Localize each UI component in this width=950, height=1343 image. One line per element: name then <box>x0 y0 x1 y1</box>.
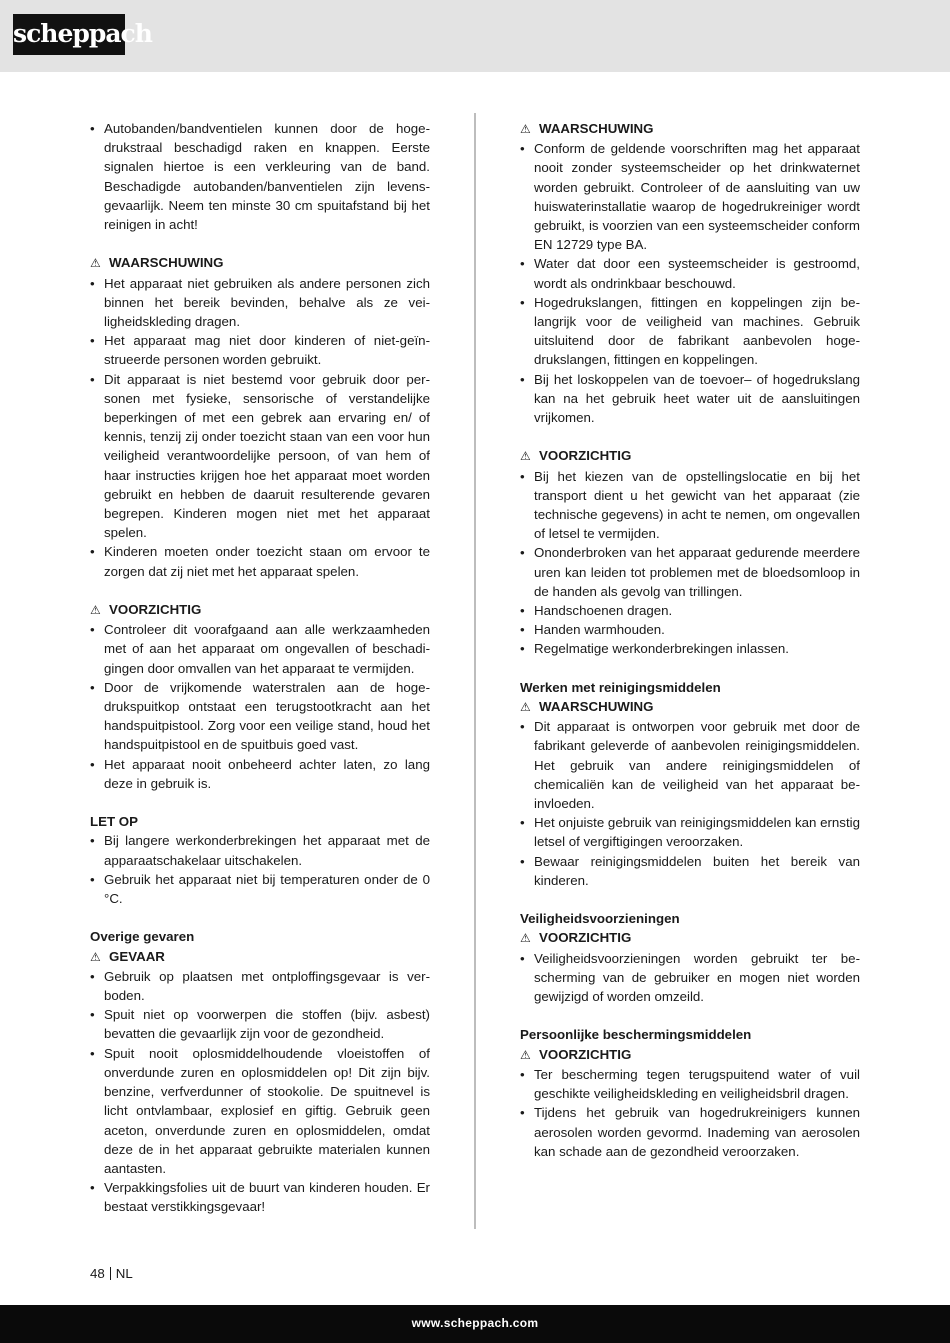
warning-label: WAARSCHUWING <box>539 699 654 715</box>
warning-label: WAARSCHUWING <box>109 255 224 271</box>
page-number-separator <box>110 1267 111 1280</box>
list-item: • Water dat door een systeemscheider is gestroomd, wordt als ondrinkbaar beschouwd. <box>520 254 860 292</box>
bullet-list <box>90 831 430 908</box>
warning-triangle-icon: ⚠ <box>520 700 531 715</box>
warning-heading <box>90 947 430 967</box>
bullet-list <box>90 967 430 1217</box>
section-heading: Werken met reinigingsmiddelen <box>520 679 721 695</box>
list-item: • Autobanden/bandventielen kunnen door de hogedrukstraal beschadigd raken en knappen. Eerste signalen hiertoe is een verkleuring van de band. Beschadigde autobanden/banventielen zijn levensgevaarlijk. Neem ten minste 30 cm spuitafstand bij het reinigen in acht! <box>90 119 430 234</box>
warning-heading <box>520 1045 860 1065</box>
page-number-value: 48 <box>90 1266 105 1281</box>
list-item: • Dit apparaat is ontworpen voor gebruik met door de fabrikant geleverde of aanbevolen reinigingsmiddelen. Het gebruik van andere reinigingsmiddelen of chemicaliën kan de veiligheid van het apparaat beinvloeden. <box>520 717 860 813</box>
section-block <box>520 119 860 427</box>
warning-label: GEVAAR <box>109 948 165 964</box>
bullet-list <box>90 274 430 581</box>
warning-triangle-icon: ⚠ <box>520 122 531 136</box>
list-item: • Ter bescherming tegen terugspuitend water of vuil geschikte veiligheidskleding en veiligheidsbril dragen. <box>520 1065 860 1103</box>
section-block <box>520 909 860 1006</box>
page-language: NL <box>115 1266 133 1281</box>
list-item: • Door de vrijkomende waterstralen aan de hogedrukspuitkop ontstaat een terugstootkracht aan het handspuitpistool. Zorg voor een veilige stand, houd het handspuitpistool en de spuitbuis goed vast. <box>90 678 430 755</box>
list-item: • Gebruik het apparaat niet bij temperaturen onder de 0 °C. <box>90 870 430 908</box>
list-item: • Spuit nooit oplosmiddelhoudende vloeistoffen of onverdunde zuren en oplosmiddelen op! Dit zijn bijv. benzine, verfverdunner of stookolie. De spuitnevel is licht ontvlambaar, explosief en giftig. Gebruik geen aceton, onverdunde zuren en oplosmiddelen, omdat deze de in het apparaat gebruikte materialen kunnen aantasten. <box>90 1044 430 1178</box>
column-divider <box>474 113 476 1229</box>
warning-triangle-icon: ⚠ <box>90 603 101 618</box>
list-item: • Kinderen moeten onder toezicht staan om ervoor te zorgen dat zij niet met het apparaat spelen. <box>90 542 430 580</box>
list-item: • Dit apparaat is niet bestemd voor gebruik door personen met fysieke, sensorische of verstandelijke beperkingen of met een gebrek aan ervaring en/ of kennis, tenzij zij onder toezicht staan van een voor hun veiligheid verantwoordelijke persoon, of van hem of haar instructies krijgen hoe het apparaat moet worden gebruikt en hebben de daaruit resulterende gevaren begrepen. Kinderen mogen niet met het apparaat spelen. <box>90 370 430 543</box>
warning-heading <box>520 446 860 466</box>
list-item: • Bij het loskoppelen van de toevoer– of hogedrukslang kan na het gebruik heet water uit de aansluitingen vrijkomen. <box>520 370 860 428</box>
warning-heading <box>90 253 430 273</box>
list-item: • Controleer dit voorafgaand aan alle werkzaamheden met of aan het apparaat om ongevallen of beschadigingen door omvallen van het apparaat te vermijden. <box>90 620 430 678</box>
list-item: • Handen warmhouden. <box>520 620 860 639</box>
warning-label: VOORZICHTIG <box>539 448 632 464</box>
warning-triangle-icon: ⚠ <box>520 1047 531 1062</box>
warning-heading <box>520 119 860 139</box>
bullet-list <box>520 467 860 659</box>
website-link[interactable]: www.scheppach.com <box>411 1316 539 1330</box>
scheppach-logo: scheppach <box>13 14 125 55</box>
section-heading: Persoonlijke beschermingsmiddelen <box>520 1027 752 1043</box>
section-heading: LET OP <box>90 814 139 830</box>
list-item: • Regelmatige werkonderbrekingen inlassen. <box>520 639 860 658</box>
list-item: • Het apparaat nooit onbeheerd achter laten, zo lang deze in gebruik is. <box>90 755 430 793</box>
section-block <box>520 678 860 890</box>
warning-triangle-icon: ⚠ <box>520 931 531 946</box>
list-item: • Ononderbroken van het apparaat gedurende meerdere uren kan leiden tot problemen met de bloedsomloop in de handen als gevolg van trillingen. <box>520 543 860 601</box>
list-item: • Bewaar reinigingsmiddelen buiten het bereik van kinderen. <box>520 852 860 890</box>
warning-heading <box>90 600 430 620</box>
list-item: • Hogedrukslangen, fittingen en koppelingen zijn belangrijk voor de veiligheid van machines. Gebruik uitsluitend door de fabrikant aanbevolen hogedrukslangen, fittingen en koppelingen. <box>520 293 860 370</box>
list-item: • Handschoenen dragen. <box>520 601 860 620</box>
list-item: • Het apparaat mag niet door kinderen of niet-geïnstrueerde personen worden gebruikt. <box>90 331 430 369</box>
bullet-list <box>520 139 860 427</box>
list-item: • Spuit niet op voorwerpen die stoffen (bijv. asbest) bevatten die gevaarlijk zijn voor de gezondheid. <box>90 1005 430 1043</box>
warning-triangle-icon: ⚠ <box>90 256 101 271</box>
warning-label: WAARSCHUWING <box>539 121 654 136</box>
section-block <box>520 1025 860 1160</box>
section-heading: Veiligheidsvoorzieningen <box>520 911 680 927</box>
header-bar <box>0 0 950 72</box>
list-item: • Veiligheidsvoorzieningen worden gebruikt ter bescherming van de gebruiker en mogen niet worden gewijzigd of worden omzeild. <box>520 949 860 1007</box>
section-heading: Overige gevaren <box>90 929 195 945</box>
section-block <box>90 253 430 580</box>
warning-label: VOORZICHTIG <box>109 602 202 618</box>
warning-label: VOORZICHTIG <box>539 930 632 946</box>
left-column <box>90 119 430 1217</box>
bullet-list <box>90 620 430 793</box>
list-item: • Bij het kiezen van de opstellingslocatie en bij het transport dient u het gewicht van het apparaat (zie technische gegevens) in acht te nemen, om ongevallen of letsel te vermijden. <box>520 467 860 544</box>
bullet-list <box>520 949 860 1007</box>
right-column <box>520 119 860 1161</box>
list-item: • Verpakkingsfolies uit de buurt van kinderen houden. Er bestaat verstikkingsgevaar! <box>90 1178 430 1216</box>
section-block <box>90 119 430 234</box>
warning-triangle-icon: ⚠ <box>520 449 531 464</box>
section-block <box>90 812 430 908</box>
list-item: • Conform de geldende voorschriften mag het apparaat nooit zonder systeemscheider op het drinkwaternet worden gebruikt. Controleer of de aansluiting van uw huiswaterinstallatie waarop de hogedrukreiniger wordt gebruikt, is voorzien van een systeemscheider conform EN 12729 type BA. <box>520 139 860 254</box>
list-item: • Het onjuiste gebruik van reinigingsmiddelen kan ernstig letsel of vergiftigingen veroorzaken. <box>520 813 860 851</box>
list-item: • Tijdens het gebruik van hogedrukreinigers kunnen aerosolen worden gevormd. Inademing van aerosolen kan schade aan de gezondheid veroorzaken. <box>520 1103 860 1161</box>
bullet-list <box>90 119 430 234</box>
list-item: • Bij langere werkonderbrekingen het apparaat met de apparaatschakelaar uitschakelen. <box>90 831 430 869</box>
section-block <box>520 446 860 658</box>
warning-heading <box>520 928 860 948</box>
warning-heading <box>520 697 860 717</box>
list-item: • Gebruik op plaatsen met ontploffingsgevaar is verboden. <box>90 967 430 1005</box>
warning-label: VOORZICHTIG <box>539 1046 632 1062</box>
page-number <box>90 1265 133 1283</box>
section-block <box>90 927 430 1216</box>
section-block <box>90 600 430 793</box>
warning-triangle-icon: ⚠ <box>90 949 101 964</box>
bullet-list <box>520 717 860 890</box>
bullet-list <box>520 1065 860 1161</box>
list-item: • Het apparaat niet gebruiken als andere personen zich binnen het bereik bevinden, behalve als ze veiligheidskleding dragen. <box>90 274 430 332</box>
